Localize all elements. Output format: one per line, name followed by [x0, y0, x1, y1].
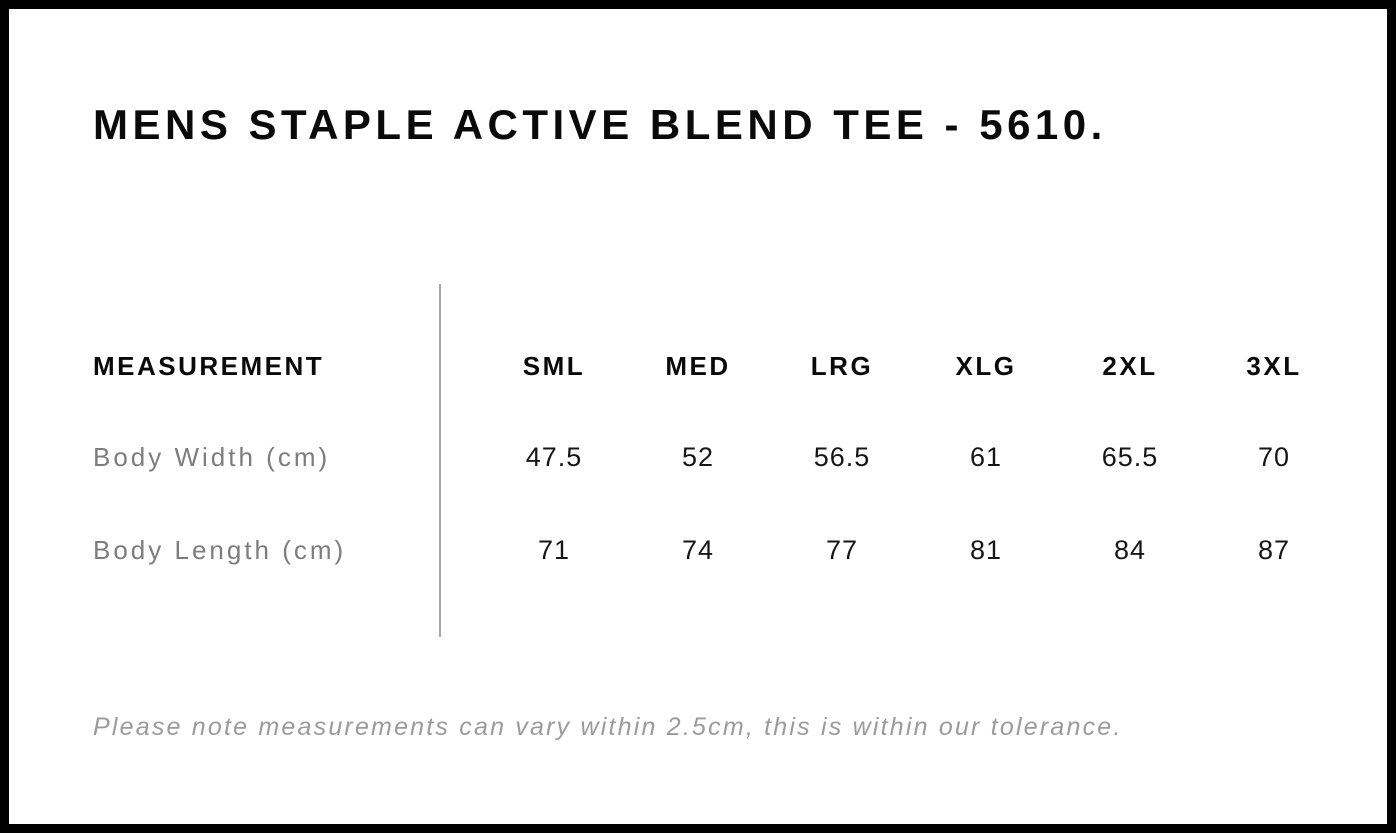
row-label-body-length: Body Length (cm) — [93, 535, 347, 565]
column-header-2xl: 2XL — [1102, 351, 1158, 381]
table-row-body-width — [93, 444, 1346, 471]
column-header-xlg: XLG — [955, 351, 1017, 381]
body-length-sml: 71 — [537, 535, 571, 565]
body-width-2xl: 65.5 — [1101, 442, 1159, 472]
column-header-lrg: LRG — [810, 351, 874, 381]
body-length-3xl: 87 — [1257, 535, 1291, 565]
column-header-sml: SML — [522, 351, 586, 381]
tolerance-note: Please note measurements can vary within 2.5cm, this is within our tolerance. — [93, 713, 1123, 741]
column-header-3xl: 3XL — [1246, 351, 1302, 381]
body-length-lrg: 77 — [825, 535, 859, 565]
body-width-sml: 47.5 — [525, 442, 583, 472]
body-length-2xl: 84 — [1113, 535, 1147, 565]
page-title: MENS STAPLE ACTIVE BLEND TEE - 5610. — [93, 101, 1107, 148]
body-length-xlg: 81 — [969, 535, 1003, 565]
body-width-xlg: 61 — [969, 442, 1003, 472]
body-width-med: 52 — [681, 442, 715, 472]
column-header-measurement: MEASUREMENT — [93, 351, 325, 381]
table-header-row — [93, 353, 1346, 379]
column-header-med: MED — [665, 351, 731, 381]
table-row-body-length — [93, 537, 1346, 564]
body-width-lrg: 56.5 — [813, 442, 871, 472]
body-length-med: 74 — [681, 535, 715, 565]
body-width-3xl: 70 — [1257, 442, 1291, 472]
row-label-body-width: Body Width (cm) — [93, 442, 331, 472]
